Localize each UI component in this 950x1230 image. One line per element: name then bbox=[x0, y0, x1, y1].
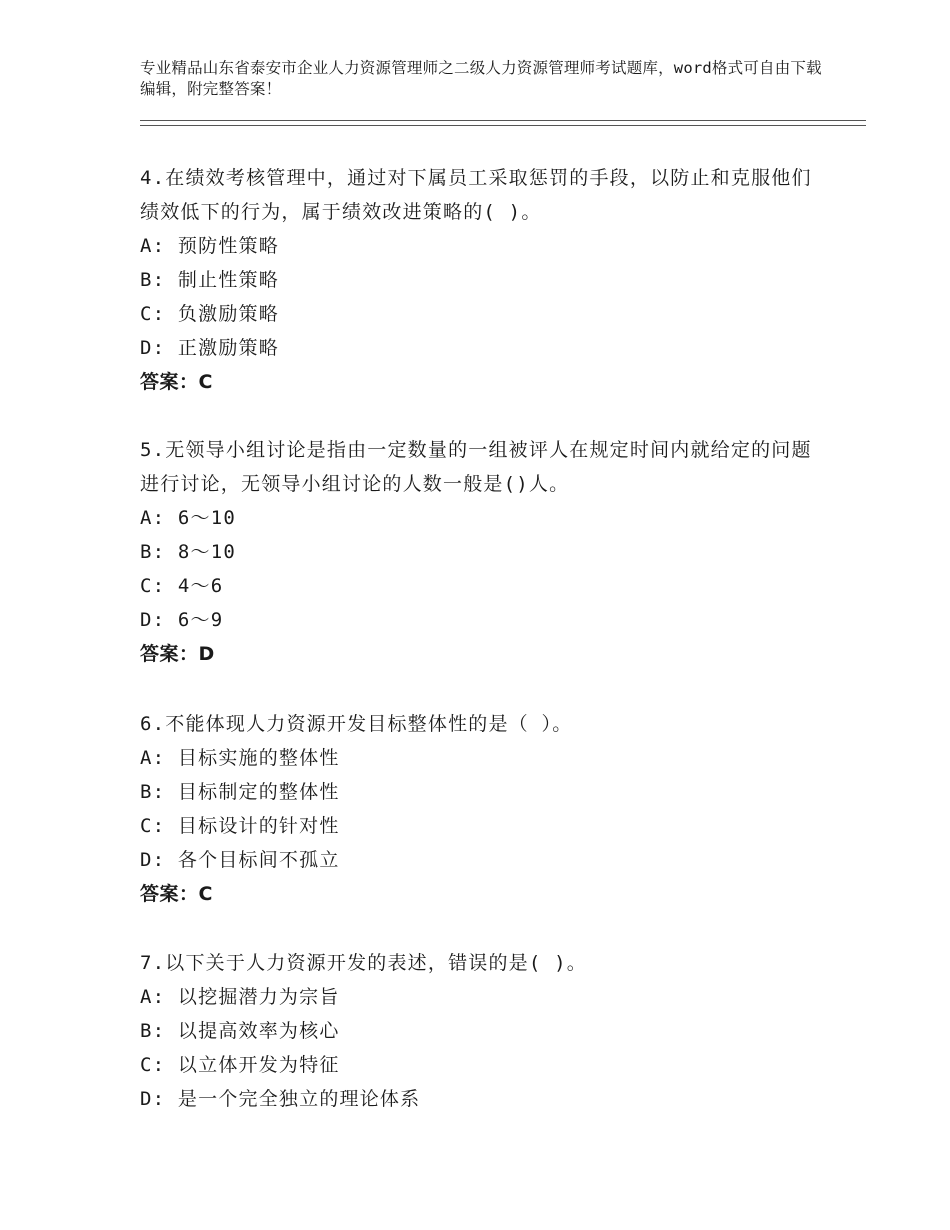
option-a: A: 6～10 bbox=[140, 507, 237, 529]
option-d: D: 各个目标间不孤立 bbox=[140, 849, 340, 871]
option-a: A: 以挖掘潜力为宗旨 bbox=[140, 986, 340, 1008]
question-7 bbox=[140, 946, 820, 1116]
question-stem: 6.不能体现人力资源开发目标整体性的是（ ）。 bbox=[140, 713, 573, 735]
question-4 bbox=[140, 161, 820, 399]
option-d: D: 是一个完全独立的理论体系 bbox=[140, 1088, 421, 1110]
question-5 bbox=[140, 433, 820, 671]
option-a: A: 目标实施的整体性 bbox=[140, 747, 340, 769]
option-c: C: 以立体开发为特征 bbox=[140, 1054, 340, 1076]
option-a: A: 预防性策略 bbox=[140, 235, 279, 257]
question-stem: 7.以下关于人力资源开发的表述，错误的是( )。 bbox=[140, 952, 587, 974]
option-b: B: 制止性策略 bbox=[140, 269, 279, 291]
option-b: B: 以提高效率为核心 bbox=[140, 1020, 340, 1042]
option-c: C: 目标设计的针对性 bbox=[140, 815, 340, 837]
option-b: B: 8～10 bbox=[140, 541, 237, 563]
option-d: D: 正激励策略 bbox=[140, 337, 279, 359]
question-stem: 5.无领导小组讨论是指由一定数量的一组被评人在规定时间内就给定的问题进行讨论，无领导小组讨论的人数一般是()人。 bbox=[140, 439, 812, 495]
option-d: D: 6～9 bbox=[140, 609, 224, 631]
option-c: C: 负激励策略 bbox=[140, 303, 279, 325]
option-b: B: 目标制定的整体性 bbox=[140, 781, 340, 803]
header-divider-top bbox=[140, 120, 866, 121]
answer-label: 答案：C bbox=[140, 371, 213, 393]
option-c: C: 4～6 bbox=[140, 575, 224, 597]
header-divider-bottom bbox=[140, 125, 866, 126]
question-6 bbox=[140, 707, 820, 911]
question-stem: 4.在绩效考核管理中，通过对下属员工采取惩罚的手段，以防止和克服他们绩效低下的行为，属于绩效改进策略的( )。 bbox=[140, 167, 812, 223]
answer-label: 答案：C bbox=[140, 883, 213, 905]
answer-label: 答案：D bbox=[140, 643, 215, 665]
document-header-title: 专业精品山东省泰安市企业人力资源管理师之二级人力资源管理师考试题库，word格式可自由下载编辑，附完整答案！ bbox=[140, 59, 822, 98]
